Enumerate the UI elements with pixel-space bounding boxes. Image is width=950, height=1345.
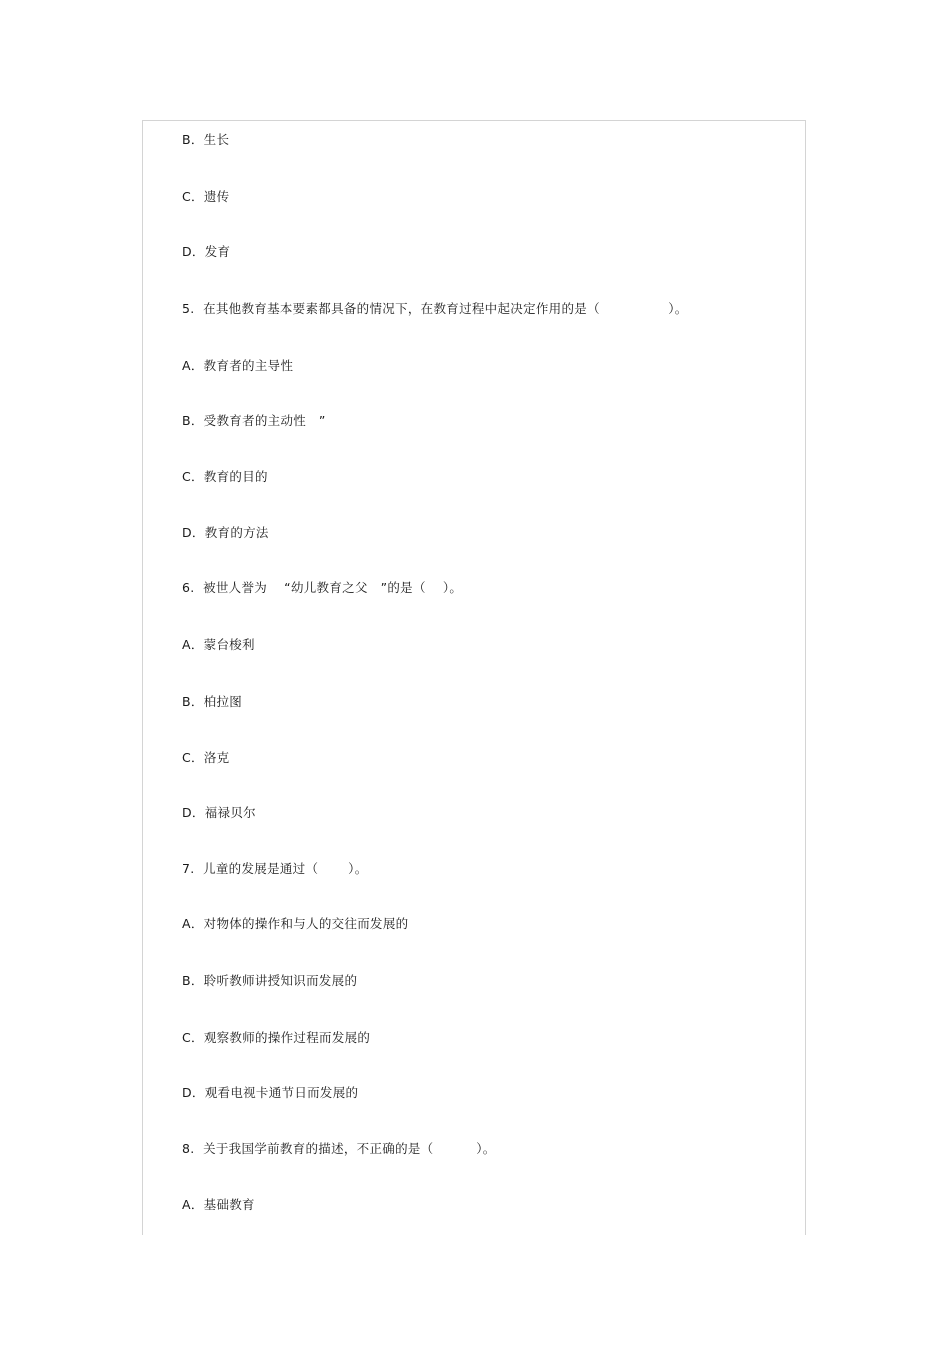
option-4c: C．遗传 [182,189,230,204]
page-frame [142,120,806,1235]
option-6d: D．福禄贝尔 [182,805,256,820]
option-6b: B．柏拉图 [182,694,243,709]
option-6c: C．洛克 [182,750,230,765]
option-7d: D．观看电视卡通节日而发展的 [182,1085,359,1100]
option-5b: B．受教育者的主动性 ” [182,413,326,428]
option-5c: C．教育的目的 [182,469,268,484]
option-4d: D．发育 [182,244,231,259]
option-5a: A．教育者的主导性 [182,358,294,373]
option-5d: D．教育的方法 [182,525,269,540]
question-5: 5. 在其他教育基本要素都具备的情况下，在教育过程中起决定作用的是（ ）。 [182,301,688,316]
option-8a: A．基础教育 [182,1197,255,1212]
question-6: 6. 被世人誉为 “幼儿教育之父 ”的是（ ）。 [182,580,463,595]
question-8: 8. 关于我国学前教育的描述，不正确的是（ ）。 [182,1141,496,1156]
option-7c: C．观察教师的操作过程而发展的 [182,1030,371,1045]
option-4b: B．生长 [182,132,230,147]
option-7a: A．对物体的操作和与人的交往而发展的 [182,916,409,931]
option-7b: B．聆听教师讲授知识而发展的 [182,973,358,988]
option-6a: A．蒙台梭利 [182,637,255,652]
question-7: 7. 儿童的发展是通过（ ）。 [182,861,368,876]
